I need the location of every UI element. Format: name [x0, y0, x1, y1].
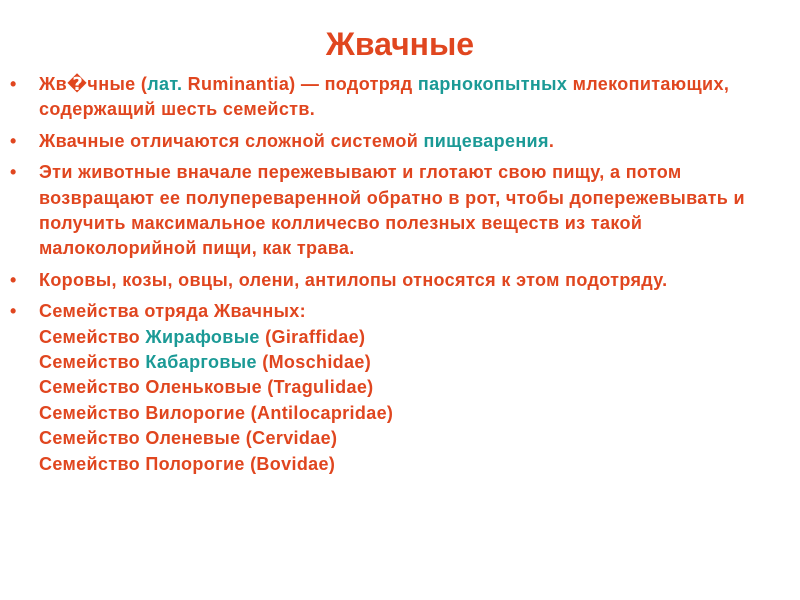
family-prefix: Семейство	[39, 402, 146, 423]
family-line	[39, 375, 760, 400]
family-latin: (Bovidae)	[244, 453, 336, 474]
family-latin: (Tragulidae)	[261, 377, 374, 398]
bullet-definition	[0, 72, 800, 123]
bullet-families	[0, 299, 800, 477]
family-latin: (Antilocapridae)	[245, 402, 394, 423]
artiodactyla-link[interactable]: парнокопытных	[417, 74, 568, 94]
slide-content	[0, 72, 800, 477]
bullet-text: .	[548, 130, 555, 151]
bullet-text: млекопитающих, содержащий шесть семейств.	[39, 74, 730, 120]
family-latin: (Cervidae)	[240, 428, 338, 449]
bullet-marker: •	[10, 301, 17, 322]
slide-title: Жвачные	[325, 26, 475, 62]
bullet-marker: •	[10, 162, 17, 183]
family-name: Оленевые	[145, 428, 241, 449]
family-line	[39, 452, 760, 477]
bullet-text: Жвачные отличаются сложной системой	[39, 130, 424, 151]
bullet-digestion	[0, 129, 800, 154]
family-line	[39, 401, 760, 426]
family-prefix: Семейство	[39, 428, 146, 449]
family-line	[39, 350, 760, 375]
bullet-examples	[0, 268, 800, 293]
bullet-text: Эти животные вначале пережевывают и глотают свою пищу, а потом возвращают ее полупереваренной обратно в рот, чтобы допережевывать и получить максимальное колличесво полезных веществ из такой малоколорийной пищи, как трава.	[39, 162, 745, 259]
bullet-text: Коровы, козы, овцы, олени, антилопы относятся к этом подотряду.	[39, 269, 668, 290]
family-prefix: Семейство	[39, 352, 146, 373]
family-link-giraffidae[interactable]: Жирафовые	[145, 326, 260, 347]
families-heading: Семейства отряда Жвачных:	[39, 301, 306, 322]
family-line	[39, 426, 760, 451]
family-name: Полорогие	[145, 453, 245, 474]
family-prefix: Семейство	[39, 453, 146, 474]
bullet-text: Жв�чные (	[39, 74, 148, 94]
family-latin: (Moschidae)	[256, 352, 372, 373]
family-latin: (Giraffidae)	[259, 326, 366, 347]
bullet-marker: •	[10, 74, 17, 94]
family-line	[39, 325, 760, 350]
latin-link[interactable]: лат.	[147, 74, 183, 94]
digestion-link[interactable]: пищеварения	[423, 130, 549, 151]
bullet-text: Ruminantia) — подотряд	[182, 74, 418, 94]
bullet-rumination	[0, 160, 800, 262]
family-prefix: Семейство	[39, 377, 146, 398]
bullet-marker: •	[10, 269, 17, 290]
family-prefix: Семейство	[39, 326, 146, 347]
family-name: Вилорогие	[145, 402, 246, 423]
bullet-marker: •	[10, 130, 17, 151]
family-name: Оленьковые	[145, 377, 262, 398]
family-link-moschidae[interactable]: Кабарговые	[145, 352, 257, 373]
